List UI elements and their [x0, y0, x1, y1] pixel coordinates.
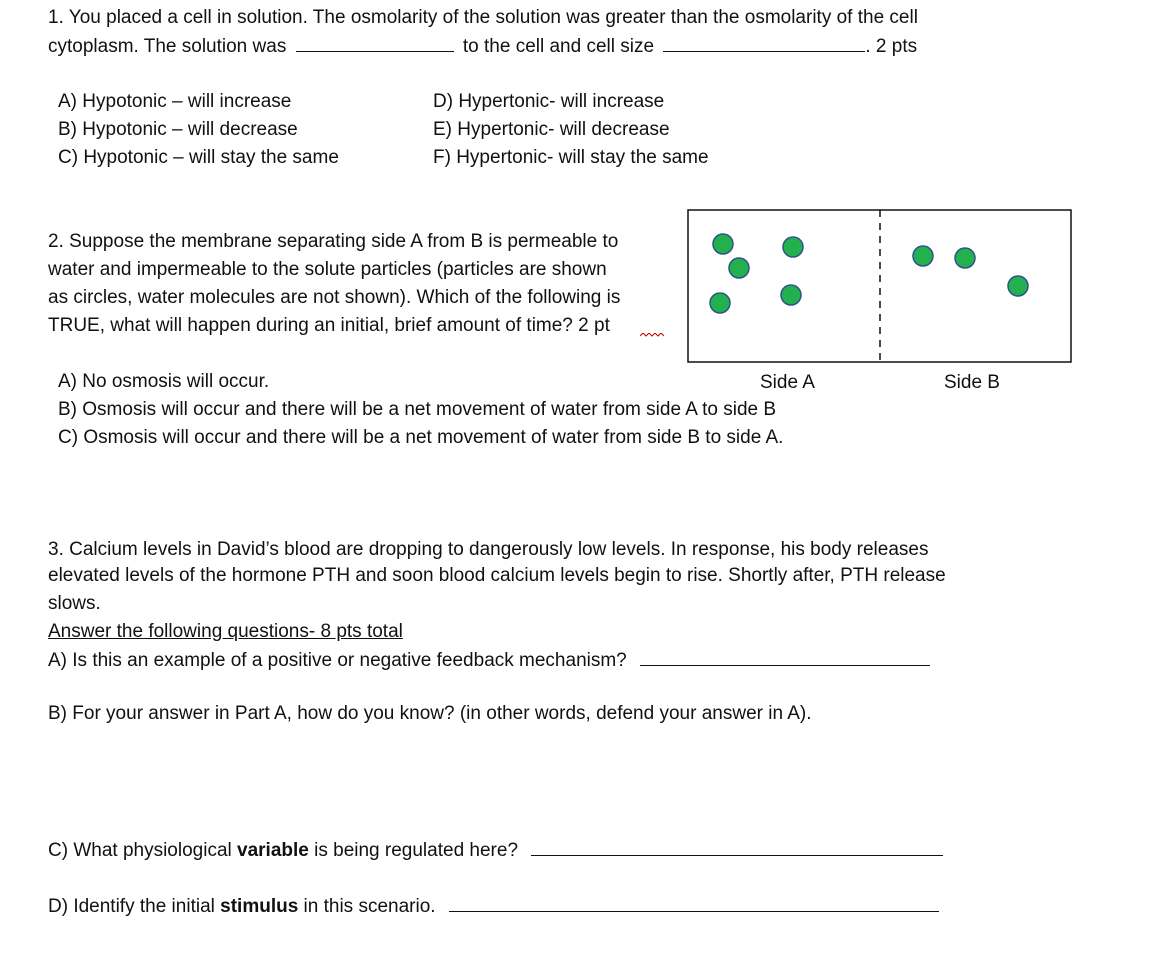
- q3-stem-line1: 3. Calcium levels in David’s blood are dropping to dangerously low levels. In response, his body releases: [48, 539, 929, 560]
- q1-stem-line2-a: cytoplasm. The solution was: [48, 36, 287, 57]
- q3-part-c-answer-line[interactable]: [531, 838, 943, 856]
- particle-side-a: [783, 237, 803, 257]
- q1-stem-line2-c: . 2 pts: [865, 36, 918, 57]
- q3-part-b-text: B) For your answer in Part A, how do you know? (in other words, defend your answer in A).: [48, 703, 812, 724]
- q1-option-d[interactable]: D) Hypertonic- will increase: [433, 91, 665, 112]
- q3-part-a-answer-line[interactable]: [640, 648, 930, 666]
- q1-stem-line2-b: to the cell and cell size: [462, 36, 655, 57]
- q1-stem-line1: 1. You placed a cell in solution. The osmolarity of the solution was greater than the osmolarity of the cell: [48, 7, 918, 28]
- q1-blank-1[interactable]: [296, 34, 454, 52]
- q2-stem-line4: TRUE, what will happen during an initial, brief amount of time? 2 pt: [48, 315, 610, 336]
- q1-option-a[interactable]: A) Hypotonic – will increase: [58, 91, 292, 112]
- q1-stem-line2: [48, 34, 917, 59]
- spellcheck-squiggle-icon: [640, 333, 664, 339]
- q2-stem-line2: water and impermeable to the solute particles (particles are shown: [48, 259, 607, 280]
- q3-part-c-pre: C) What physiological: [48, 840, 238, 861]
- q3-part-a-text: A) Is this an example of a positive or negative feedback mechanism?: [48, 650, 627, 671]
- side-b-label: Side B: [944, 372, 1000, 393]
- particle-side-a: [713, 234, 733, 254]
- q3-part-d-pre: D) Identify the initial: [48, 896, 221, 917]
- particle-side-a: [781, 285, 801, 305]
- q2-option-a[interactable]: A) No osmosis will occur.: [58, 371, 270, 392]
- particle-side-a: [729, 258, 749, 278]
- q2-option-c[interactable]: C) Osmosis will occur and there will be a net movement of water from side B to side A.: [58, 427, 784, 448]
- osmosis-diagram: [686, 208, 1074, 366]
- q3-instructions: Answer the following questions- 8 pts total: [48, 621, 403, 642]
- q2-stem-line1: 2. Suppose the membrane separating side A from B is permeable to: [48, 231, 619, 252]
- q1-blank-2[interactable]: [663, 34, 865, 52]
- q2-stem-line3: as circles, water molecules are not shown). Which of the following is: [48, 287, 621, 308]
- particle-side-b: [1008, 276, 1028, 296]
- q3-part-d: [48, 894, 939, 919]
- q3-part-d-bold: stimulus: [220, 896, 299, 917]
- q1-option-e[interactable]: E) Hypertonic- will decrease: [433, 119, 670, 140]
- q2-option-b[interactable]: B) Osmosis will occur and there will be a net movement of water from side A to side B: [58, 399, 777, 420]
- side-a-label: Side A: [760, 372, 815, 393]
- q3-part-d-answer-line[interactable]: [449, 894, 939, 912]
- q3-part-c-bold: variable: [237, 840, 309, 861]
- q1-option-f[interactable]: F) Hypertonic- will stay the same: [433, 147, 709, 168]
- q1-option-b[interactable]: B) Hypotonic – will decrease: [58, 119, 298, 140]
- particle-side-b: [913, 246, 933, 266]
- particle-side-a: [710, 293, 730, 313]
- q3-part-d-post: in this scenario.: [298, 896, 436, 917]
- q3-part-c: [48, 838, 943, 863]
- q3-part-c-post: is being regulated here?: [308, 840, 519, 861]
- q3-stem-line2: elevated levels of the hormone PTH and soon blood calcium levels begin to rise. Shortly after, PTH release: [48, 565, 946, 586]
- q3-stem-line3: slows.: [48, 593, 101, 614]
- q1-option-c[interactable]: C) Hypotonic – will stay the same: [58, 147, 339, 168]
- q3-part-a: [48, 648, 930, 673]
- particle-side-b: [955, 248, 975, 268]
